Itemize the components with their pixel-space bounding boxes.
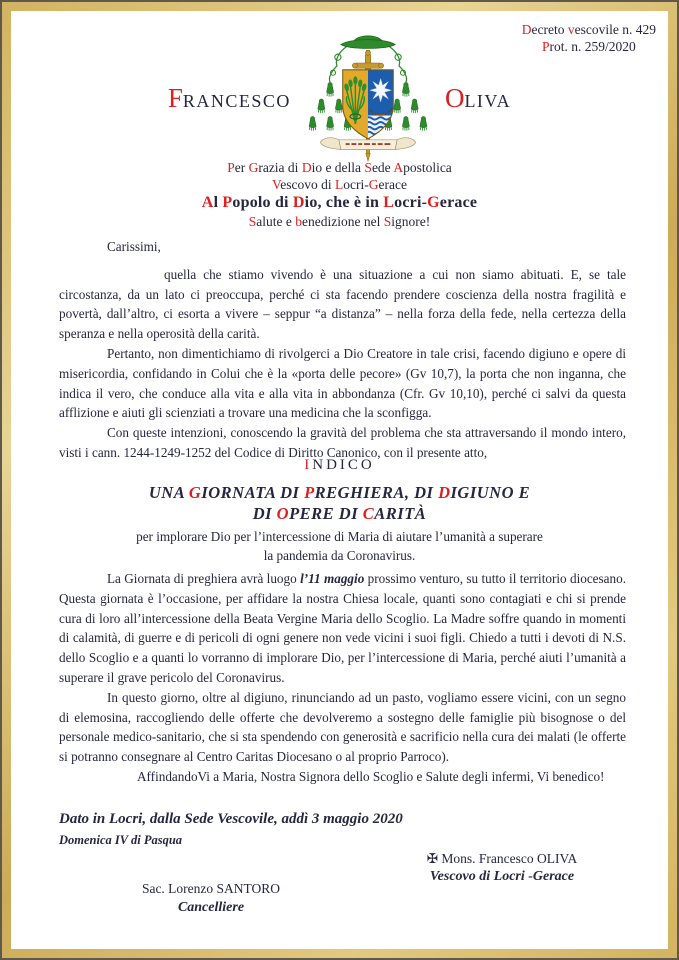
body-text-upper xyxy=(59,237,626,459)
decree-subtitle-line-2: la pandemia da Coronavirus. xyxy=(263,548,416,563)
letter-sheet xyxy=(11,11,668,949)
paragraph-5: In questo giorno, oltre al digiuno, rinunciando ad un pasto, vogliamo essere vicini, con un segno di elemosina, raccogliendo delle offerte che devolveremo a sostegno delle famiglie più bisognose o del personale medico-sanitario, che si sta spendendo con generosità e sacrificio nella cura dei malati (le offerte si potranno consegnare al Centro Caritas Diocesano o al proprio Parroco). xyxy=(59,689,626,765)
chancellor-name: Sac. Lorenzo SANTORO xyxy=(141,881,281,896)
decree-subtitle-line-1: per implorare Dio per l’intercessione di Maria di aiutare l’umanità a superare xyxy=(136,529,543,544)
bishop-signature-name: ✠ Mons. Francesco OLIVA xyxy=(426,851,578,866)
letterhead-block xyxy=(11,159,668,230)
letterhead-grace-line: Per Grazia di Dio e della Sede Apostolica xyxy=(227,160,452,175)
bishop-signature-block xyxy=(362,851,642,885)
paragraph-4: La Giornata di preghiera avrà luogo l’11 maggio prossimo venturo, su tutto il territorio diocesano. Questa giornata è l’occasione, per affidare la nostra Chiesa locale, quanti sono contagiati e chi si prende cura di loro all’intercessione della Beata Vergine Maria dello Scoglio. La Madre soffre quando in momenti di calamità, di guerre e di pericoli di ogni genere non vede vicini i suoi figli. Chiedo a tutti i devoti di N.S. dello Scoglio e a quanti lo vorranno di implorare Dio, per l’intercessione di Maria, perché aiuti l’umanità a superare il grave pericolo del Coronavirus. xyxy=(59,571,626,685)
bishop-last-name: OLIVA xyxy=(444,82,512,113)
decree-subtitle xyxy=(11,527,668,565)
decree-number: Decreto vescovile n. 429 xyxy=(521,22,656,37)
letterhead-address-line: Al Popolo di Dio, che è in Locri-Gerace xyxy=(201,194,478,211)
bishop-signature-title: Vescovo di Locri -Gerace xyxy=(429,869,575,884)
letterhead-greeting-line: Salute e benedizione nel Signore! xyxy=(248,214,431,229)
letterhead-arms-row xyxy=(11,29,668,167)
chancellor-signature-block xyxy=(91,881,331,916)
decree-title-line-1: UNA GIORNATA DI PREGHIERA, DI DIGIUNO E xyxy=(148,483,531,502)
decree-title xyxy=(11,483,668,524)
body-text-lower xyxy=(59,569,626,809)
salutation: Carissimi, xyxy=(107,239,161,254)
paragraph-3: Con queste intenzioni, conoscendo la gravità del problema che sta attraversando il mondo intero, visti i cann. 1244-1249-1252 del Codice di Diritto Canonico, con il presente atto, xyxy=(59,425,626,459)
decree-title-line-2: DI OPERE DI CARITÀ xyxy=(252,503,427,523)
blessing-line: AffindandoVi a Maria, Nostra Signora dello Scoglio e Salute degli infermi, Vi benedico! xyxy=(137,768,605,784)
letterhead-title-line: Vescovo di Locri-Gerace xyxy=(272,177,407,192)
dateline-liturgical-day: Domenica IV di Pasqua xyxy=(59,833,183,847)
paragraph-2: Pertanto, non dimentichiamo di rivolgerci a Dio Creatore in tale crisi, facendo digiuno e opere di misericordia, confidando in Colui che è la «porta delle pecore» (Gv 10,7), la porta che non inganna, che indica il vero, che conduce alla vita e alla vita in abbondanza (Cfr. Gv 10,10), perché ci salvi da questa afflizione e aiuti gli scienziati a trovare una medicina che la sconfigga. xyxy=(59,345,626,421)
chancellor-title: Cancelliere xyxy=(177,900,245,915)
bishop-first-name: FRANCESCO xyxy=(167,82,291,113)
dateline: Dato in Locri, dalla Sede Vescovile, addì 3 maggio 2020 xyxy=(59,811,403,827)
dateline-block xyxy=(59,811,403,848)
coat-of-arms-icon xyxy=(295,29,441,167)
paragraph-1: quella che stiamo vivendo è una situazione a cui non siamo abituati. E, se tale circostanza, da un lato ci preoccupa, perché ci sta facendo prendere coscienza della nostra fragilità e povertà, dall’altro, ci esorta a vivere – seppur “a distanza” – nella forza della fede, nella certezza della speranza e nella operosità della carità. xyxy=(59,266,626,342)
indico-heading: INDICO xyxy=(304,457,375,473)
protocol-number: Prot. n. 259/2020 xyxy=(542,39,636,54)
